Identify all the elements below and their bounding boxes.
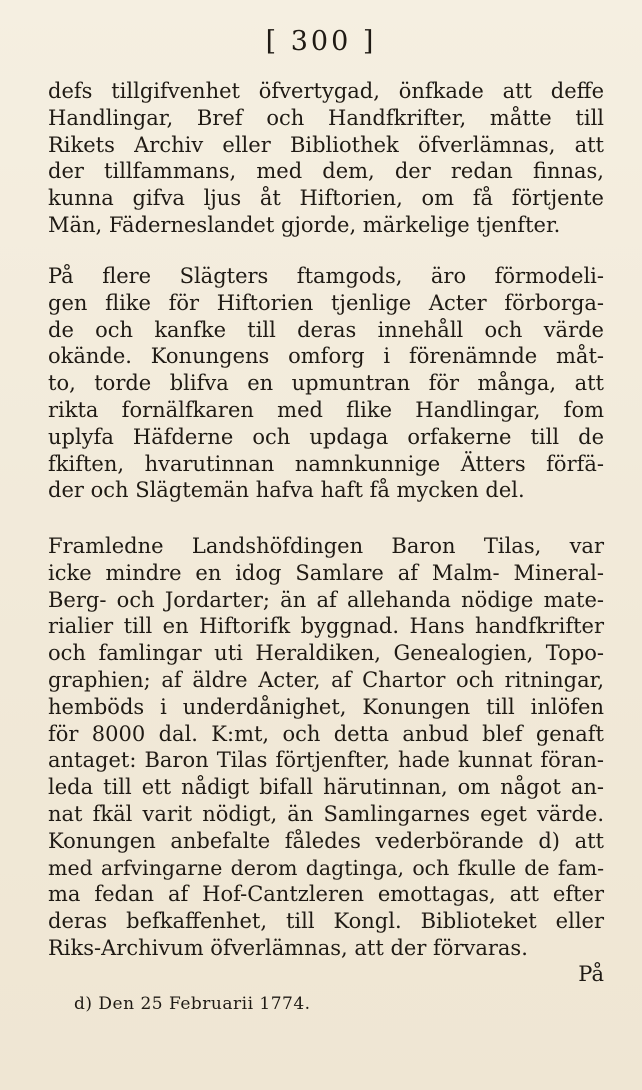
text-line: kunna gifva ljus åt Hiftorien, om få förtjente: [48, 186, 604, 211]
text-line: hemböds i underdånighet, Konungen till inlöfen: [48, 694, 604, 719]
paragraph-3: [48, 533, 604, 962]
text-line: Riks-Archivum öfverlämnas, att der förvaras.: [48, 935, 528, 960]
text-line: gen flike för Hiftorien tjenlige Acter förborga-: [48, 290, 604, 315]
text-line: På flere Slägters ftamgods, äro förmodeli-: [48, 264, 604, 288]
text-line: de och kanfke till deras innehåll och värde: [48, 317, 604, 342]
text-line: uplyfa Häfderne och updaga orfakerne till de: [48, 424, 604, 449]
text-line: rikta fornälfkaren med flike Handlingar, fom: [48, 397, 604, 422]
text-line: Handlingar, Bref och Handfkrifter, måtte till: [48, 105, 604, 130]
text-line: och famlingar uti Heraldiken, Genealogien, Topo-: [48, 641, 604, 666]
catchword: På: [578, 962, 604, 986]
text-line: Konungen anbefalte fåledes vederbörande d) att: [48, 828, 604, 853]
paragraph-1: [48, 78, 604, 239]
text-line: to, torde blifva en upmuntran för många, att: [48, 371, 604, 396]
text-line: graphien; af äldre Acter, af Chartor och ritningar,: [48, 667, 604, 692]
footnote: d) Den 25 Februarii 1774.: [74, 994, 311, 1014]
text-line: der tillfammans, med dem, der redan finnas,: [48, 159, 604, 184]
text-line: leda till ett nådigt bifall härutinnan, om något an-: [48, 775, 604, 800]
page-number: [ 300 ]: [265, 26, 377, 57]
text-line: der och Slägtemän hafva haft få mycken del.: [48, 478, 525, 503]
text-line: Rikets Archiv eller Bibliothek öfverlämnas, att: [48, 132, 604, 157]
text-line: rialier till en Hiftorifk byggnad. Hans handfkrifter: [48, 614, 604, 639]
text-line: deras befkaffenhet, till Kongl. Biblioteket eller: [48, 909, 604, 934]
text-line: för 8000 dal. K:mt, och detta anbud blef genaft: [48, 721, 604, 746]
text-line: fkiften, hvarutinnan namnkunnige Ätters förfä-: [48, 451, 604, 476]
text-line: med arfvingarne derom dagtinga, och fkulle de fam-: [48, 855, 604, 880]
text-line: okände. Konungens omforg i förenämnde måt-: [48, 344, 604, 369]
text-line: defs tillgifvenhet öfvertygad, önfkade att deffe: [48, 79, 604, 103]
text-line: antaget: Baron Tilas förtjenfter, hade kunnat föran-: [48, 748, 604, 773]
text-line: Berg- och Jordarter; än af allehanda nödige mate-: [48, 587, 604, 612]
text-line: icke mindre en idog Samlare af Malm- Mineral-: [48, 560, 604, 585]
text-line: Framledne Landshöfdingen Baron Tilas, var: [48, 534, 604, 558]
text-line: ma fedan af Hof-Cantzleren emottagas, att efter: [48, 882, 604, 907]
paragraph-2: [48, 263, 604, 504]
text-line: nat fkäl varit nödigt, än Samlingarnes eget värde.: [48, 801, 604, 826]
text-line: Män, Fäderneslandet gjorde, märkelige tjenfter.: [48, 212, 561, 237]
